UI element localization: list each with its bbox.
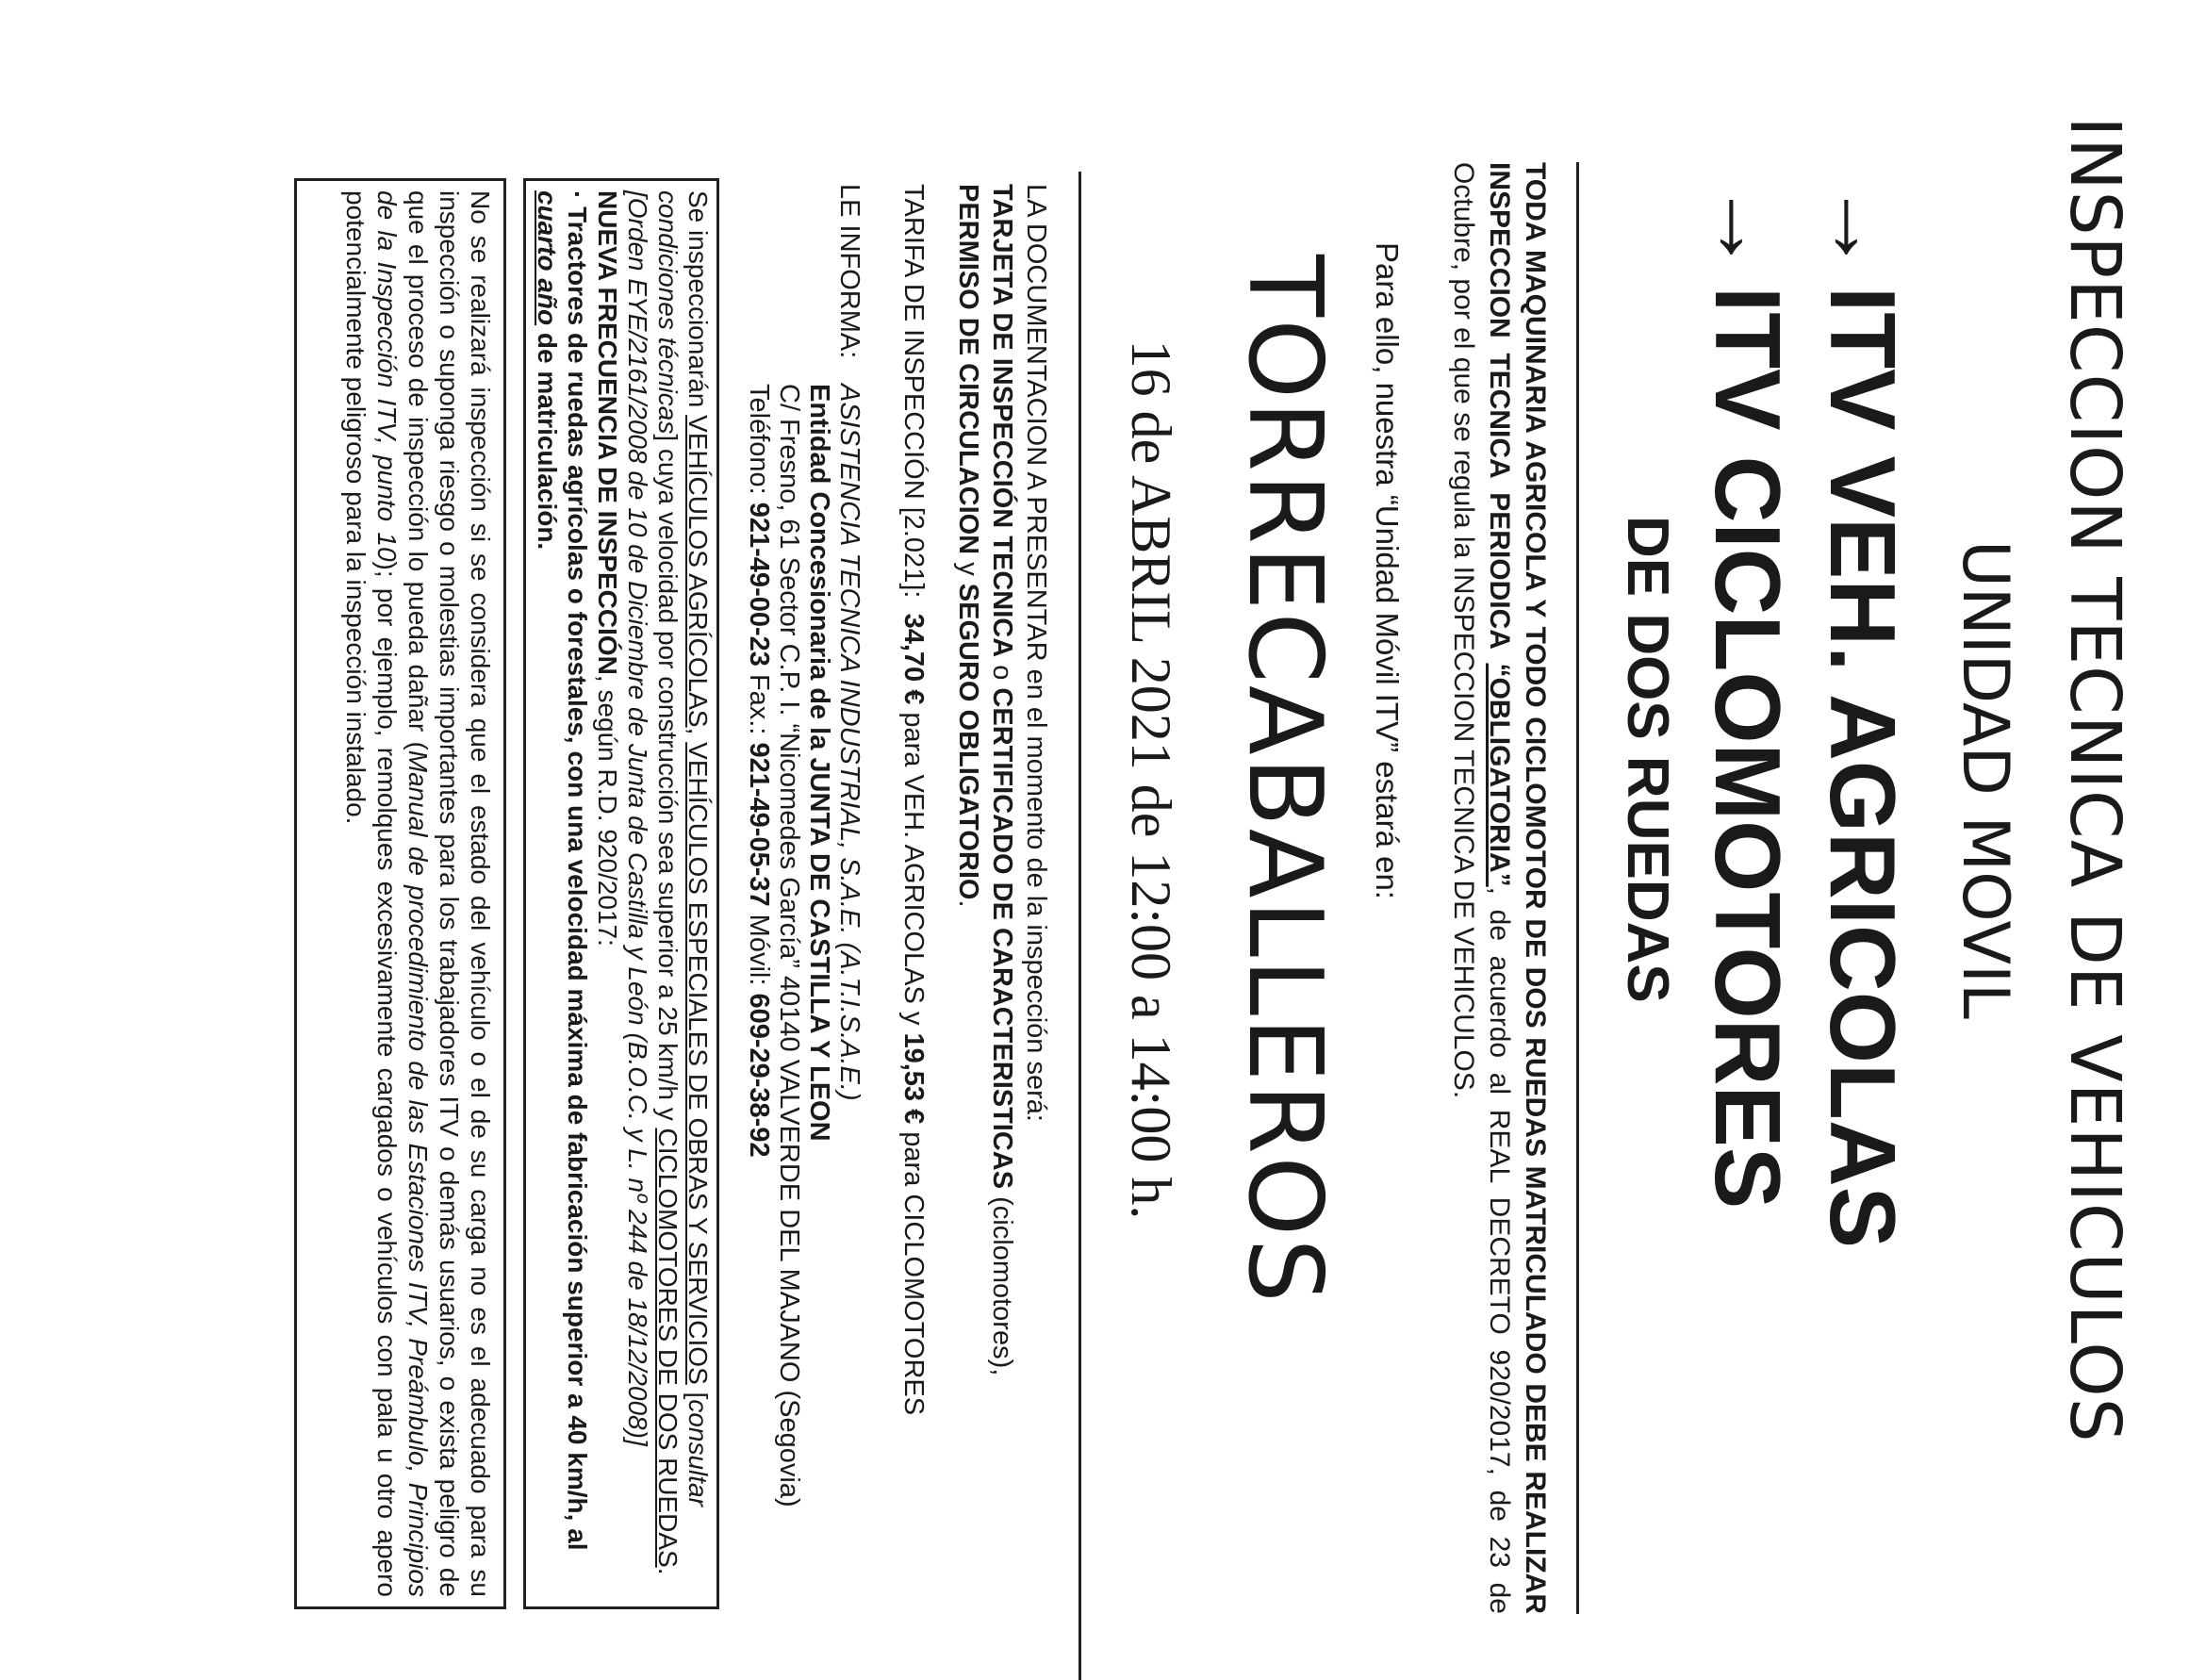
concession-entity: Entidad Concesionaria de la JUNTA DE CASTILLA Y LEON: [804, 384, 834, 1142]
inspection-refusal-box: [294, 178, 506, 1609]
headline-dos-ruedas: DE DOS RUEDAS: [1615, 516, 1680, 1003]
doc-and: y: [953, 554, 983, 584]
divider: [1078, 172, 1081, 1680]
fax-number: 921-49-05-37: [744, 742, 774, 907]
refusal-t1: No se realizará inspección si se considera que el estado del vehículo o el de su carga no es el adecuado para su inspección o suponga riesgo o molestias importantes para los trabajadores ITV o demás usuarios, o exista peligro de que el proceso de inspección lo pueda dañar (: [403, 190, 495, 1597]
notice-page: [42, 25, 2164, 1614]
company-name: ASISTENCIA TECNICA INDUSTRIAL, S.A.E. (A.T.I.S.A.E.): [834, 384, 864, 1101]
frequency-bullet: [532, 190, 592, 1597]
obligation-text: TODA MAQUINARIA AGRICOLA Y TODO CICLOMOTOR DE DOS RUEDAS MATRICULADO DEBE REALIZAR INSPECCION TECNICA PERIODICA: [1484, 162, 1551, 1614]
order-reference: [Orden EYE/2161/2008 de 10 de Diciembre de Junta de Castilla y León (B.O.C. y L. nº 244 de 18/12/2008)]: [623, 190, 652, 1446]
scope-t5: .: [653, 1567, 683, 1575]
documentation-line1: [985, 184, 1019, 1589]
arrow-right-icon: →: [1696, 181, 1800, 273]
arrow-right-icon: →: [1811, 181, 1915, 273]
bullet-cuarto: cuarto año: [533, 190, 562, 326]
new-frequency-rest: , según R.D. 920/2017:: [593, 674, 622, 947]
scope-especiales: VEHÍCULOS ESPECIALES DE OBRAS Y SERVICIOS: [683, 742, 713, 1385]
fax-label: Fax.:: [744, 666, 774, 743]
tarifa-agricola-text: para VEH. AGRICOLAS y: [898, 704, 929, 1033]
tarifa-ciclo-text: para CICLOMOTORES: [898, 1124, 929, 1416]
headline-itv-agricolas-text: ITV VEH. AGRICOLAS: [1811, 287, 1915, 1249]
scope-agricolas: VEHÍCULOS AGRÍCOLAS: [683, 415, 713, 728]
mobile-label: Móvil:: [744, 906, 774, 994]
contact-line: [744, 384, 774, 1534]
refusal-t2: ); por ejemplo, remolques excesivamente cargados o vehículos con pala u otro apero potencialmente peligroso para la inspección instalado.: [341, 190, 402, 1597]
vehicle-scope-text: [652, 190, 713, 1597]
company-address: C/ Fresno, 61 Sector C.P. I. “Nicomedes García” 40140 VALVERDE DEL MAJANO (Segovia): [774, 384, 804, 1507]
headline-itv-ciclomotores-text: ITV CICLOMOTORES: [1696, 287, 1800, 1210]
town-name: TORRECABALLEROS: [1226, 255, 1343, 1305]
bullet-end: de matriculación.: [533, 325, 562, 551]
doc-period: .: [953, 899, 983, 908]
refusal-manual-ref: Manual de procedimiento de las Estaciones ITV, Preámbulo, Principios de la Inspección ITV, punto 10: [372, 190, 433, 1597]
doc-or: o: [987, 657, 1017, 688]
new-frequency-label: NUEVA FRECUENCIA DE INSPECCIÓN: [593, 190, 622, 675]
doc-permiso: PERMISO DE CIRCULACION: [953, 184, 983, 555]
scope-consultar: consultar condiciones técnicas: [653, 190, 713, 1507]
obligation-notice: [1445, 162, 1553, 1614]
scope-t3: [: [683, 1384, 713, 1400]
tarifa-line: [897, 184, 929, 1636]
tarifa-price-agricola: 34,70 €: [898, 613, 929, 705]
scope-t2: ,: [683, 727, 713, 743]
page-title: INSPECCION TECNICA DE VEHICULOS: [2054, 116, 2135, 1443]
tarifa-price-ciclo: 19,53 €: [898, 1032, 929, 1125]
headline-itv-agricolas: [1811, 181, 1915, 1534]
scope-t4: ] cuya velocidad por construcción sea superior a 25 km/h y: [653, 434, 683, 1128]
documentation-section: [951, 184, 1053, 1589]
doc-seguro: SEGURO OBLIGATORIO: [953, 583, 983, 900]
scope-t1: Se inspeccionarán: [683, 190, 713, 416]
phone-label: Teléfono:: [744, 384, 774, 502]
new-frequency: [592, 190, 622, 1597]
doc-certificado: CERTIFICADO DE CARACTERISTICAS: [987, 687, 1017, 1190]
tarifa-label: TARIFA DE INSPECCIÓN [2.021]:: [898, 184, 929, 599]
scope-ciclomotores: CICLOMOTORES DE DOS RUEDAS: [653, 1128, 683, 1568]
bullet-text: · Tractores de ruedas agrícolas o forestales, con una velocidad máxima de fabricación superior a 40 km/h, al: [563, 190, 592, 1551]
divider: [1576, 162, 1579, 1614]
event-date: 16 de ABRIL 2021 de 12:00 a 14:00 h.: [1120, 339, 1182, 1220]
documentation-line2: [951, 184, 985, 1589]
obligation-decree-text: , de acuerdo al REAL DECRETO 920/2017, de 23 de Octubre, por el que se regula la INSPECCION TECNICA DE VEHICULOS.: [1448, 162, 1515, 1614]
informa-label: LE INFORMA:: [834, 184, 864, 359]
phone-number: 921-49-00-23: [744, 502, 774, 667]
headline-itv-ciclomotores: [1696, 181, 1800, 1534]
mobile-number: 609-29-38-92: [744, 993, 774, 1158]
vehicle-scope-box: [523, 178, 719, 1609]
documentation-intro: LA DOCUMENTACION A PRESENTAR en el momento de la inspección será:: [1021, 184, 1051, 1122]
page-subtitle: UNIDAD MOVIL: [1948, 540, 2022, 1019]
location-intro: Para ello, nuestra “Unidad Móvil ITV” estará en:: [1370, 242, 1405, 899]
doc-tarjeta: TARJETA DE INSPECCIÓN TECNICA: [987, 184, 1017, 658]
informa-details: [744, 384, 864, 1534]
doc-ciclomotores: (ciclomotores),: [987, 1189, 1017, 1376]
obligatoria-label: “OBLIGATORIA”: [1484, 663, 1515, 887]
